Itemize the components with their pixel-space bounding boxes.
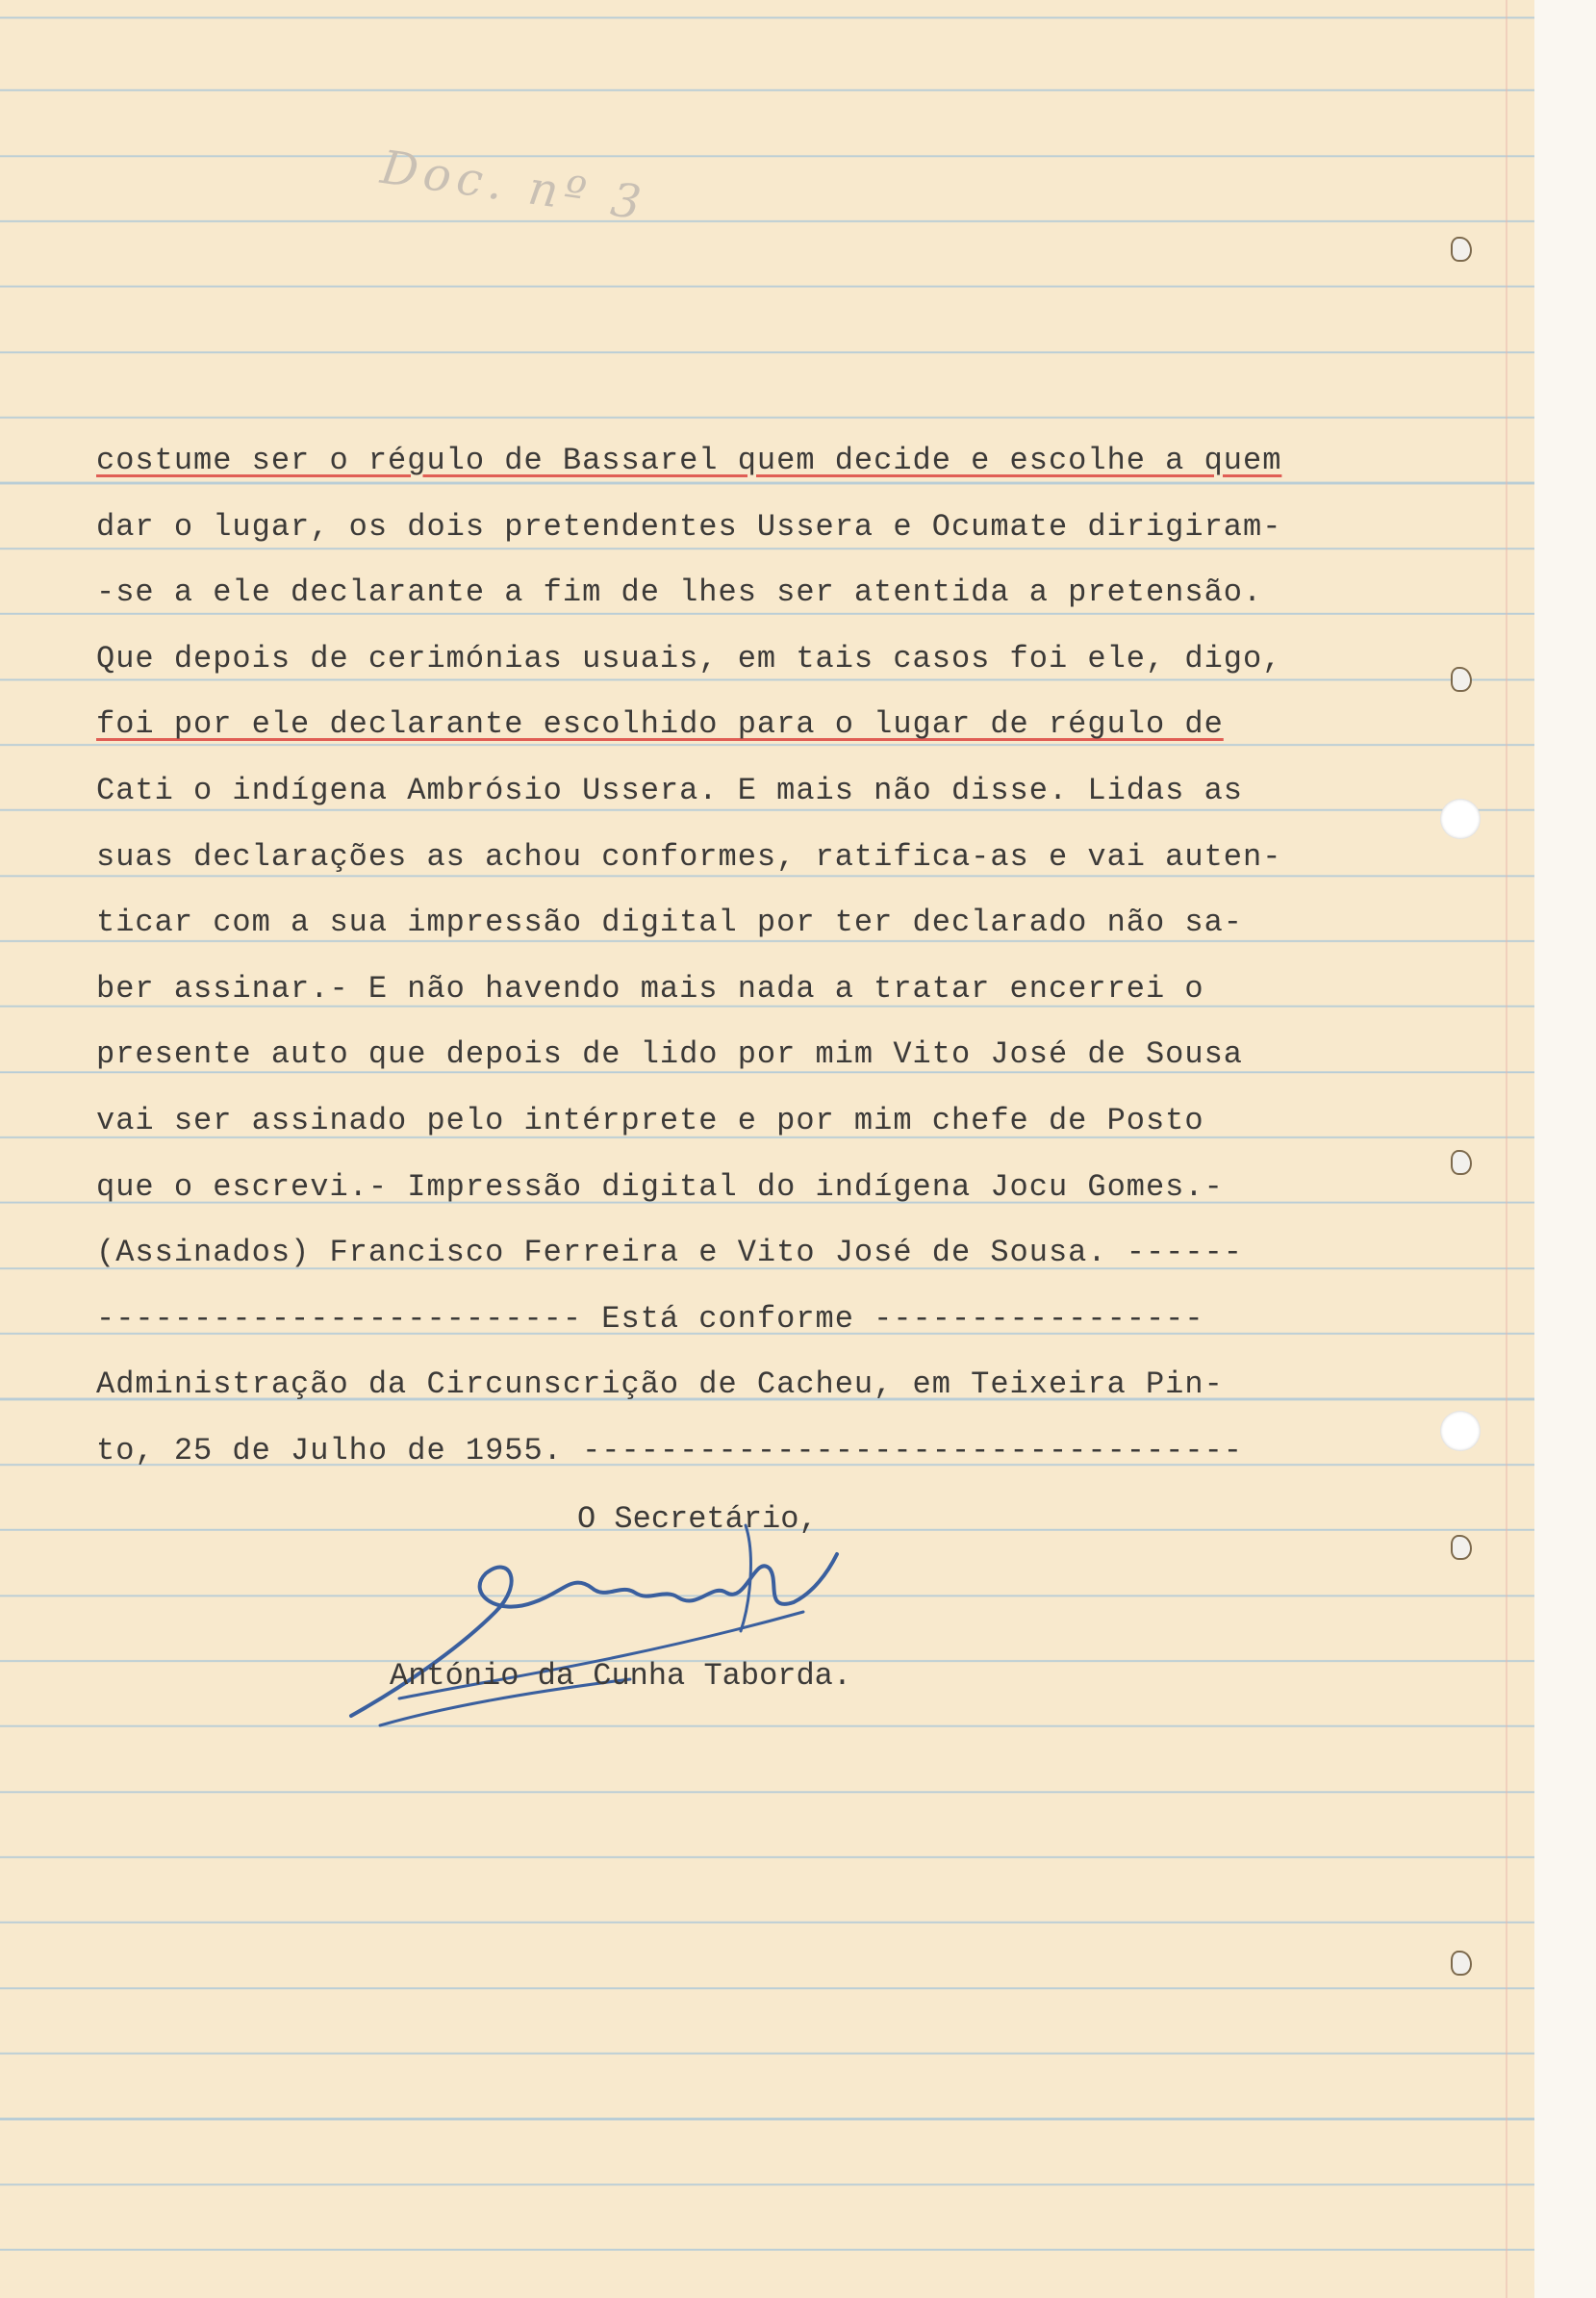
paper-tear [1451, 1951, 1472, 1976]
punch-hole [1440, 1411, 1481, 1451]
text-line: Administração da Circunscrição de Cacheu, em Teixeira Pin- [96, 1366, 1224, 1403]
text-line: Que depois de cerimónias usuais, em tais casos foi ele, digo, [96, 640, 1282, 677]
text-line: que o escrevi.- Impressão digital do indígena Jocu Gomes.- [96, 1168, 1224, 1205]
punch-hole [1440, 799, 1481, 839]
page-edge [1534, 0, 1596, 2298]
text-line: suas declarações as achou conformes, ratifica-as e vai auten- [96, 838, 1282, 875]
paper-tear [1451, 1535, 1472, 1560]
text-line: (Assinados) Francisco Ferreira e Vito José de Sousa. ------ [96, 1235, 1243, 1271]
paper-tear [1451, 667, 1472, 692]
text-line: presente auto que depois de lido por mim Vito José de Sousa [96, 1036, 1243, 1073]
document-body [96, 428, 1289, 1485]
margin-line [1506, 0, 1507, 2298]
signatory-name: António da Cunha Taborda. [390, 1658, 852, 1694]
text-line: dar o lugar, os dois pretendentes Ussera e Ocumate dirigiram- [96, 508, 1282, 545]
text-line: to, 25 de Julho de 1955. ---------------------------------- [96, 1432, 1243, 1468]
paper-tear [1451, 237, 1472, 262]
text-line: ber assinar.- E não havendo mais nada a tratar encerrei o [96, 970, 1204, 1007]
text-line: costume ser o régulo de Bassarel quem decide e escolhe a quem [96, 443, 1282, 478]
text-line: ------------------------- Está conforme ----------------- [96, 1300, 1204, 1337]
pencil-note: Doc. nº 3 [377, 140, 650, 232]
handwritten-signature [342, 1496, 842, 1737]
closing-title: O Secretário, [577, 1501, 818, 1537]
text-line: vai ser assinado pelo intérprete e por mim chefe de Posto [96, 1102, 1204, 1138]
text-line: -se a ele declarante a fim de lhes ser atentida a pretensão. [96, 574, 1263, 611]
text-line: ticar com a sua impressão digital por ter declarado não sa- [96, 905, 1243, 941]
paper-tear [1451, 1150, 1472, 1175]
text-line: Cati o indígena Ambrósio Ussera. E mais não disse. Lidas as [96, 772, 1243, 808]
text-line: foi por ele declarante escolhido para o lugar de régulo de [96, 706, 1224, 743]
